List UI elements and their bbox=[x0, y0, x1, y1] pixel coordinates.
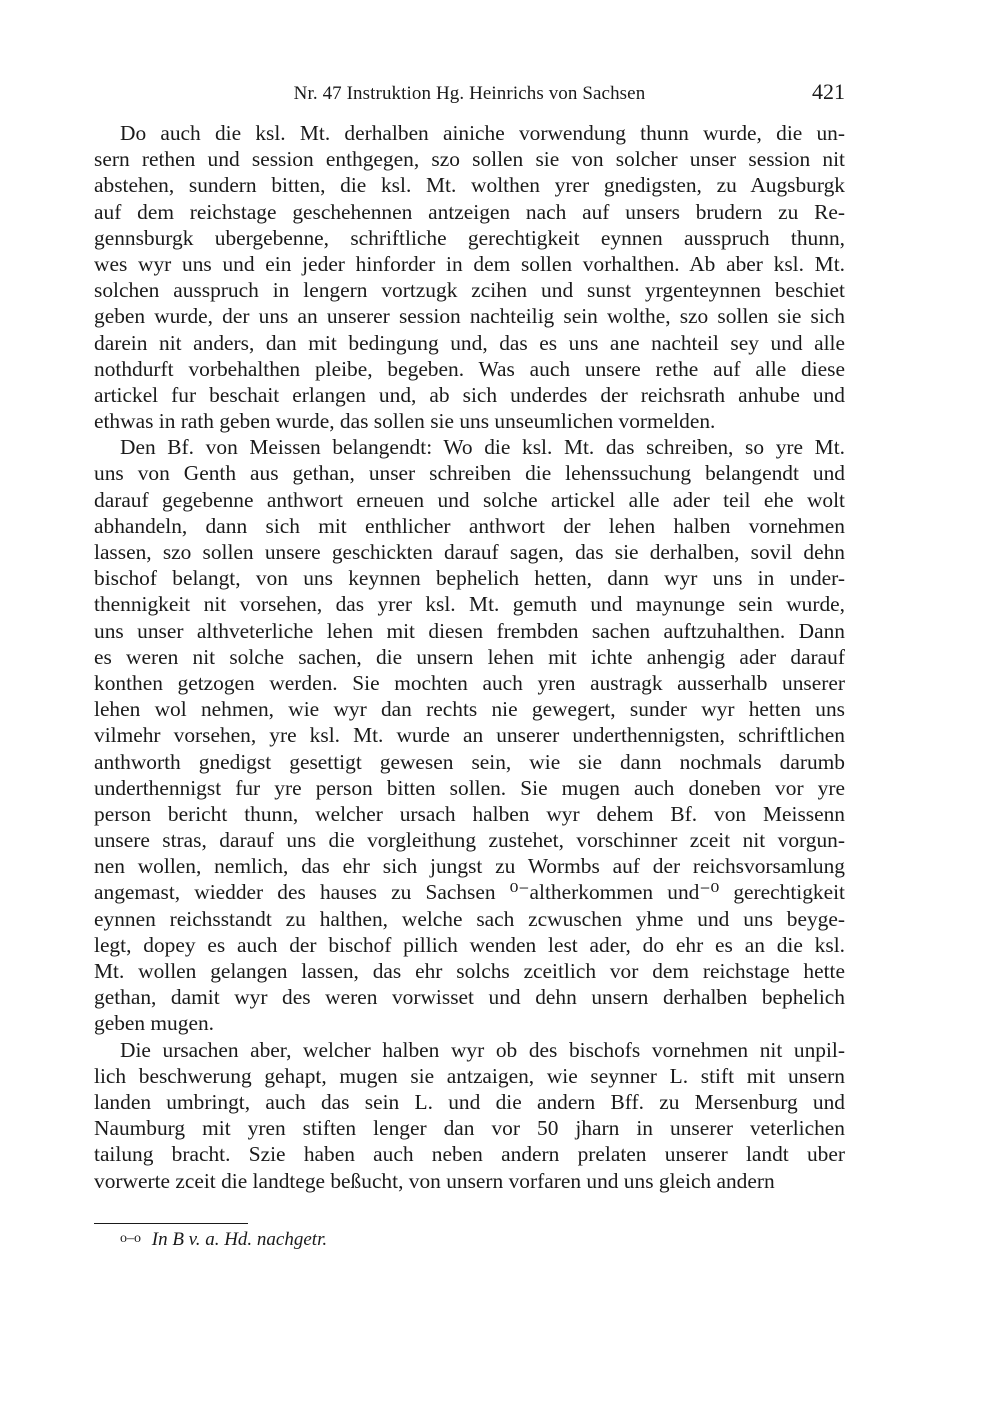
text-line: ethwas in rath geben wurde, das sollen sie uns unseumlichen vormelden. bbox=[94, 409, 716, 434]
text-line: darein nit anders, dan mit bedingung und, das es uns ane nachteil sey und alle bbox=[94, 330, 845, 355]
text-line: es weren nit solche sachen, die unsern lehen mit ichte anhengig ader darauf bbox=[94, 644, 845, 669]
text-line: artickel fur beschait erlangen und, ab sich underdes der reichsrath anhube und bbox=[94, 382, 845, 407]
text-line: angemast, wiedder des hauses zu Sachsen ⁰⁻altherkommen und⁻⁰ gerechtigkeit bbox=[94, 880, 845, 905]
footnote-text: In B v. a. Hd. nachgetr. bbox=[151, 1229, 328, 1250]
text-line: konthen getzogen werden. Sie mochten auch yren austragk ausserhalb unserer bbox=[94, 670, 845, 695]
text-line: Do auch die ksl. Mt. derhalben ainiche vorwendung thunn wurde, die un- bbox=[120, 121, 845, 145]
text-line: landen umbringt, auch das sein L. und die andern Bff. zu Mersenburg und bbox=[94, 1089, 845, 1114]
text-line: nothdurft vorbehalthen pleibe, begeben. Was auch unsere rethe auf alle diese bbox=[94, 356, 845, 381]
running-title: Nr. 47 Instruktion Hg. Heinrichs von Sachsen bbox=[293, 83, 646, 104]
text-line: tailung bracht. Szie haben auch neben andern prelaten unserer landt uber bbox=[94, 1142, 845, 1167]
text-line: auf dem reichstage geschehennen antzeigen nach auf unsers brudern zu Re- bbox=[94, 199, 845, 224]
text-line: legt, dopey es auch der bischof pillich wenden lest ader, do ehr es an die ksl. bbox=[94, 932, 845, 957]
text-line: lehen wol nehmen, wie wyr dan rechts nie gewegert, sunder wyr hetten uns bbox=[94, 697, 845, 722]
text-line: thennigkeit nit vorsehen, das yrer ksl. Mt. gemuth und maynunge sein wurde, bbox=[94, 592, 845, 617]
text-line: abhandeln, dann sich mit enthlicher anthwort der lehen halben vornehmen bbox=[94, 513, 845, 538]
paragraph bbox=[94, 434, 845, 1036]
text-line: lich beschwerung gehapt, mugen sie antzaigen, wie seynner L. stift mit unsern bbox=[94, 1063, 845, 1088]
text-line: unsere stras, darauf uns die vorgleithung zustehet, vorschinner zceit nit vorgun- bbox=[94, 828, 845, 853]
text-line: anthworth gnedigst gesettigt gewesen sein, wie sie dann nochmals darumb bbox=[94, 749, 845, 774]
text-line: Mt. wollen gelangen lassen, das ehr solchs zceitlich vor dem reichstage hette bbox=[94, 959, 845, 983]
text-line: solchen ausspruch in lengern vortzugk zcihen und sunst yrgenteynnen beschiet bbox=[94, 278, 845, 303]
text-line: vorwerte zceit die landtege beßucht, von unsern vorfaren und uns gleich andern bbox=[94, 1168, 775, 1193]
text-line: darauf gegebenne anthwort erneuen und solche artickel alle ader teil ehe wolt bbox=[94, 487, 845, 512]
text-line: uns von Genth aus gethan, unser schreiben die lehenssuchung belangendt und bbox=[94, 461, 845, 486]
text-line: underthennigst fur yre person bitten sollen. Sie mugen auch doneben vor yre bbox=[94, 775, 845, 800]
paragraph bbox=[94, 1037, 845, 1194]
text-line: Den Bf. von Meissen belangendt: Wo die ksl. Mt. das schreiben, so yre Mt. bbox=[120, 435, 845, 460]
text-line: uns unser althveterliche lehen mit diesen frembden sachen auftzuhalthen. Dann bbox=[94, 618, 845, 643]
text-line: vilmehr vorsehen, yre ksl. Mt. wurde an unserer underthennigsten, schriftlichen bbox=[94, 723, 845, 748]
text-line: geben mugen. bbox=[94, 1011, 214, 1036]
text-line: geben wurde, der uns an unserer session nachteilig sein wolthe, szo sollen sie sich bbox=[94, 304, 845, 329]
text-line: gennsburgk ubergebenne, schriftliche gerechtigkeit eynnen ausspruch thunn, bbox=[94, 225, 845, 250]
page-number: 421 bbox=[812, 79, 845, 104]
text-line: abstehen, sundern bitten, die ksl. Mt. wolthen yrer gnedigsten, zu Augsburgk bbox=[94, 173, 845, 198]
footnote bbox=[120, 1226, 327, 1253]
text-line: nen wollen, nemlich, das ehr sich jungst zu Wormbs auf der reichsvorsamlung bbox=[94, 854, 845, 879]
text-line: wes wyr uns und ein jeder hinforder in dem sollen vorhalthen. Ab aber ksl. Mt. bbox=[94, 251, 845, 276]
text-line: Naumburg mit yren stiften lenger dan vor 50 jharn in unserer veterlichen bbox=[94, 1116, 845, 1141]
text-line: Die ursachen aber, welcher halben wyr ob des bischofs vornehmen nit unpil- bbox=[120, 1037, 845, 1062]
text-line: eynnen reichsstandt zu halthen, welche sach zcwuschen yhme und uns beyge- bbox=[94, 906, 845, 931]
paragraph bbox=[94, 120, 845, 434]
text-line: gethan, damit wyr des weren vorwisset und dehn unsern derhalben bephelich bbox=[94, 985, 845, 1010]
text-line: lassen, szo sollen unsere geschickten darauf sagen, das sie derhalben, sovil dehn bbox=[94, 540, 845, 564]
footnote-separator bbox=[94, 1223, 248, 1224]
footnote-marker: o–o bbox=[120, 1231, 141, 1246]
running-header bbox=[94, 80, 845, 108]
text-line: bischof belangt, von uns keynnen bephelich hetten, dann wyr uns in under- bbox=[94, 566, 845, 591]
text-line: person bericht thunn, welcher ursach halben wyr dehem Bf. von Meissenn bbox=[94, 801, 845, 826]
text-line: sern rethen und session enthgegen, szo sollen sie von solcher unser session nit bbox=[94, 147, 845, 172]
body-text bbox=[94, 120, 845, 1194]
